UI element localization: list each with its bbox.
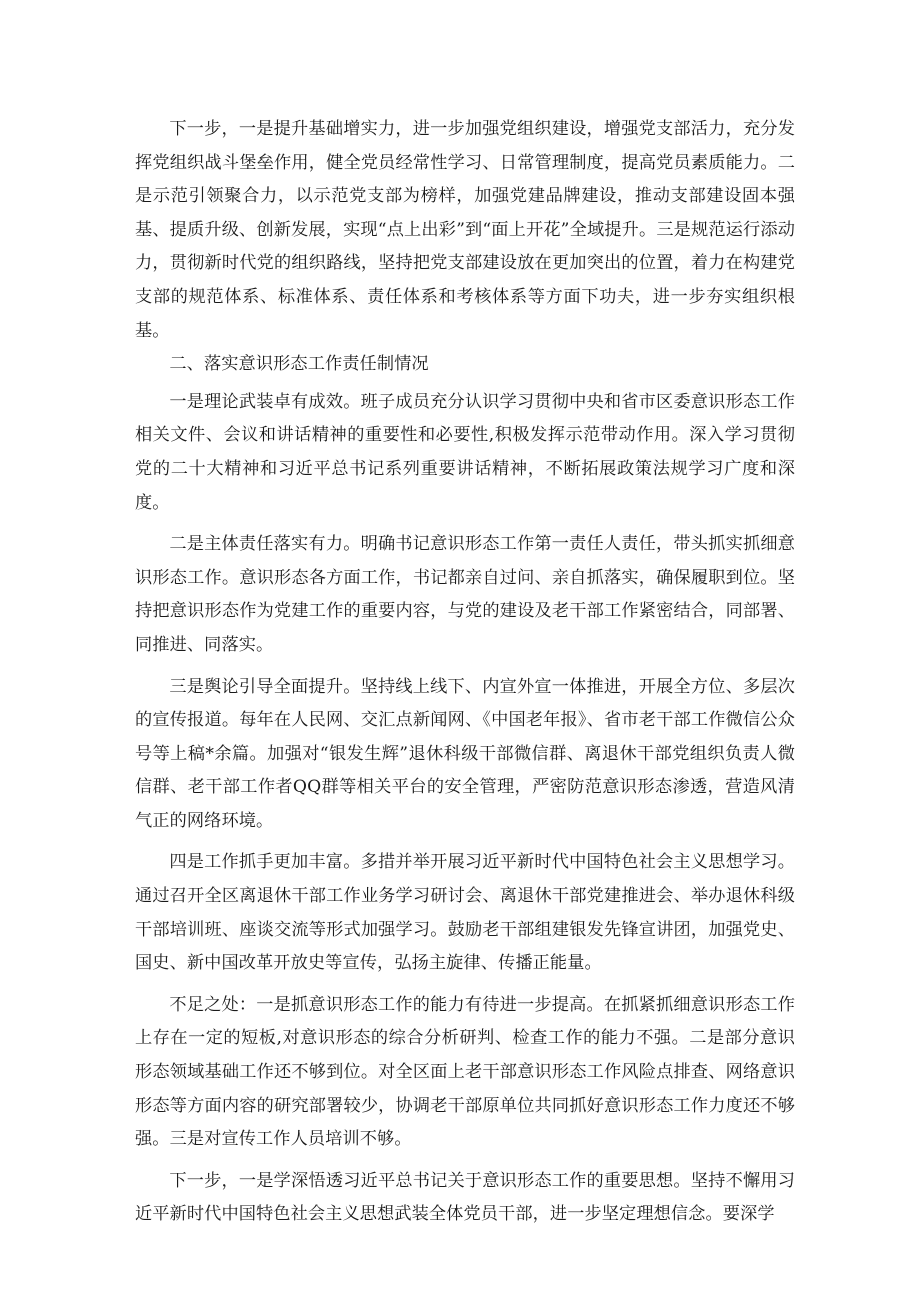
document-body [135, 113, 795, 1232]
paragraph-next-steps-ideology: 下一步，一是学深悟透习近平总书记关于意识形态工作的重要思想。坚持不懈用习近平新时代中国特色社会主义思想武装全体党员干部，进一步坚定理想信念。要深学 [135, 1170, 795, 1225]
section-heading-ideology-responsibility: 二、落实意识形态工作责任制情况 [169, 354, 429, 375]
paragraph-public-opinion-guidance: 三是舆论引导全面提升。坚持线上线下、内宣外宣一体推进，开展全方位、多层次的宣传报道。每年在人民网、交汇点新闻网、《中国老年报》、省市老干部工作微信公众号等上稿*余篇。加强对“银发生辉”退休科级干部微信群、离退休干部党组织负责人微信群、老干部工作者QQ群等相关平台的安全管理，严密防范意识形态渗透，营造风清气正的网络环境。 [135, 676, 795, 831]
paragraph-theory-armament: 一是理论武装卓有成效。班子成员充分认识学习贯彻中央和省市区委意识形态工作相关文件、会议和讲话精神的重要性和必要性,积极发挥示范带动作用。深入学习贯彻党的二十大精神和习近平总书记系列重要讲话精神，不断拓展政策法规学习广度和深度。 [135, 391, 795, 513]
paragraph-next-steps-party-building: 下一步，一是提升基础增实力，进一步加强党组织建设，增强党支部活力，充分发挥党组织战斗堡垒作用，健全党员经常性学习、日常管理制度，提高党员素质能力。二是示范引领聚合力，以示范党支部为榜样，加强党建品牌建设，推动支部建设固本强基、提质升级、创新发展，实现“点上出彩”到“面上开花”全域提升。三是规范运行添动力，贯彻新时代党的组织路线，坚持把党支部建设放在更加突出的位置，着力在构建党支部的规范体系、标准体系、责任体系和考核体系等方面下功夫，进一步夯实组织根基。 [135, 119, 795, 341]
paragraph-main-responsibility: 二是主体责任落实有力。明确书记意识形态工作第一责任人责任，带头抓实抓细意识形态工作。意识形态各方面工作，书记都亲自过问、亲自抓落实，确保履职到位。坚持把意识形态作为党建工作的重要内容，与党的建设及老干部工作紧密结合，同部署、同推进、同落实。 [135, 534, 795, 655]
paragraph-work-approaches: 四是工作抓手更加丰富。多措并举开展习近平新时代中国特色社会主义思想学习。通过召开全区离退休干部工作业务学习研讨会、离退休干部党建推进会、举办退休科级干部培训班、座谈交流等形式加强学习。鼓励老干部组建银发先锋宣讲团，加强党史、国史、新中国改革开放史等宣传，弘扬主旋律、传播正能量。 [135, 852, 795, 974]
paragraph-shortcomings: 不足之处：一是抓意识形态工作的能力有待进一步提高。在抓紧抓细意识形态工作上存在一定的短板,对意识形态的综合分析研判、检查工作的能力不强。二是部分意识形态领域基础工作还不够到位。对全区面上老干部意识形态工作风险点排查、网络意识形态等方面内容的研究部署较少，协调老干部原单位共同抓好意识形态工作力度还不够强。三是对宣传工作人员培训不够。 [135, 994, 795, 1150]
